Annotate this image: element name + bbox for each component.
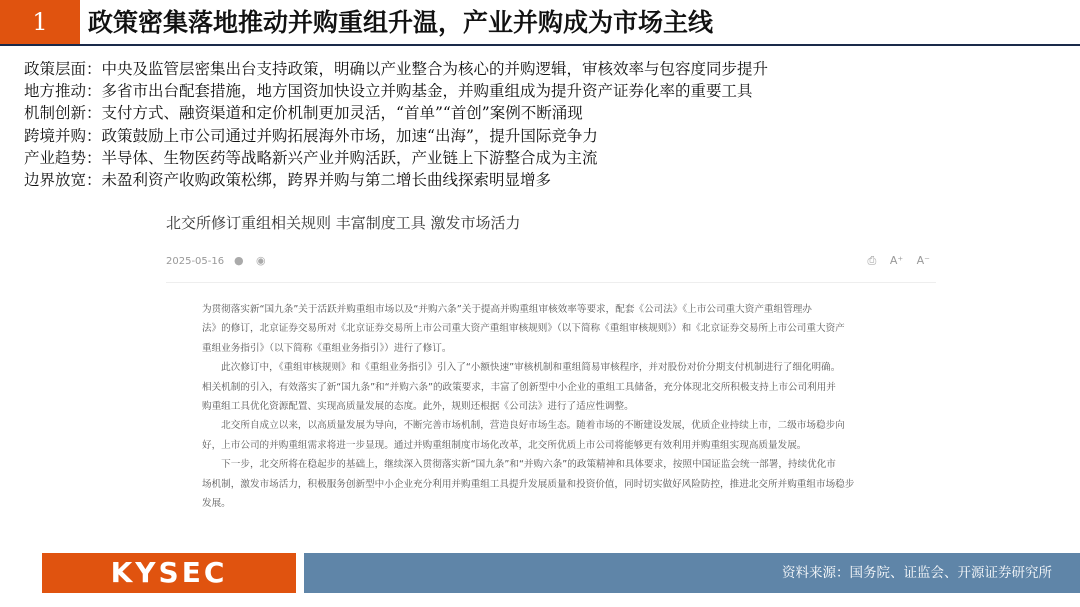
weibo-icon[interactable]: ◉ bbox=[256, 254, 266, 267]
bullet-label: 跨境并购： bbox=[24, 126, 102, 145]
bullet-text: 多省市出台配套措施，地方国资加快设立并购基金，并购重组成为提升资产证券化率的重要工具 bbox=[101, 82, 753, 101]
comment-icon[interactable]: ● bbox=[234, 254, 244, 267]
article-tools bbox=[858, 254, 931, 268]
bullet-text: 半导体、生物医药等战略新兴产业并购活跃，产业链上下游整合成为主流 bbox=[101, 148, 598, 167]
bullet-label: 机制创新： bbox=[24, 104, 102, 123]
font-increase-icon[interactable]: A⁺ bbox=[889, 254, 904, 267]
article-line: 场机制，激发市场活力，积极服务创新型中小企业充分利用并购重组工具提升发展质量和投资价值，同时切实做好风险防控，推进北交所并购重组市场稳步 bbox=[202, 478, 855, 490]
article-body bbox=[202, 300, 920, 513]
article-line: 发展。 bbox=[202, 497, 231, 509]
font-decrease-icon[interactable]: A⁻ bbox=[916, 254, 930, 267]
page-title: 政策密集落地推动并购重组升温，产业并购成为市场主线 bbox=[88, 8, 714, 37]
bullet-item bbox=[24, 169, 1064, 191]
source-note: 资料来源：国务院、证监会、开源证券研究所 bbox=[782, 565, 1052, 581]
bullet-item bbox=[24, 80, 1064, 102]
article-line: 重组业务指引》（以下简称《重组业务指引》）进行了修订。 bbox=[202, 342, 452, 354]
bullet-label: 边界放宽： bbox=[24, 170, 102, 189]
bullet-item bbox=[24, 125, 1064, 147]
article-line: 法》的修订，北京证券交易所对《北京证券交易所上市公司重大资产重组审核规则》（以下简称《重组审核规则》）和《北京证券交易所上市公司重大资产 bbox=[202, 323, 845, 335]
article-screenshot bbox=[148, 196, 948, 542]
article-title: 北交所修订重组相关规则 丰富制度工具 激发市场活力 bbox=[166, 214, 521, 232]
bullet-label: 产业趋势： bbox=[24, 148, 102, 167]
section-number: 1 bbox=[0, 0, 80, 44]
bullet-item bbox=[24, 147, 1064, 169]
article-date: 2025-05-16 bbox=[166, 256, 225, 267]
title-divider bbox=[0, 44, 1080, 46]
article-line: 相关机制的引入，有效落实了新“国九条”和“并购六条”的政策要求，丰富了创新型中小企业的重组工具储备，充分体现北交所积极支持上市公司利用并 bbox=[202, 381, 836, 393]
print-icon[interactable]: ⎙ bbox=[867, 254, 877, 267]
bullet-text: 政策鼓励上市公司通过并购拓展海外市场，加速“出海”，提升国际竞争力 bbox=[101, 126, 598, 145]
article-line: 此次修订中，《重组审核规则》和《重组业务指引》引入了“小额快速”审核机制和重组简易审核程序，并对股份对价分期支付机制进行了细化明确。 bbox=[202, 362, 841, 374]
article-line: 购重组工具优化资源配置、实现高质量发展的态度。此外，规则还根据《公司法》进行了适应性调整。 bbox=[202, 400, 634, 412]
article-line: 下一步，北交所将在稳起步的基础上，继续深入贯彻落实新“国九条”和“并购六条”的政策精神和具体要求，按照中国证监会统一部署，持续优化市 bbox=[202, 459, 836, 471]
article-line: 为贯彻落实新“国九条”关于活跃并购重组市场以及“并购六条”关于提高并购重组审核效率等要求，配套《公司法》《上市公司重大资产重组管理办 bbox=[202, 304, 812, 315]
title-bar bbox=[0, 0, 1080, 46]
bullet-label: 地方推动： bbox=[24, 82, 102, 101]
bullet-item bbox=[24, 58, 1064, 80]
article-divider bbox=[166, 282, 936, 283]
kysec-logo: KYSEC bbox=[110, 556, 228, 589]
article-line: 北交所自成立以来，以高质量发展为导向，不断完善市场机制，营造良好市场生态。随着市场的不断建设发展，优质企业持续上市，二级市场稳步向 bbox=[202, 420, 845, 432]
bullet-text: 中央及监管层密集出台支持政策，明确以产业整合为核心的并购逻辑，审核效率与包容度同步提升 bbox=[101, 60, 769, 78]
bullet-text: 未盈利资产收购政策松绑，跨界并购与第二增长曲线探索明显增多 bbox=[101, 170, 552, 189]
bullet-label: 政策层面： bbox=[24, 60, 102, 78]
bullet-text: 支付方式、融资渠道和定价机制更加灵活，“首单”“首创”案例不断涌现 bbox=[101, 104, 583, 123]
article-line: 好，上市公司的并购重组需求将进一步显现。通过并购重组制度市场化改革，北交所优质上市公司将能够更有效利用并购重组实现高质量发展。 bbox=[202, 439, 807, 451]
bullet-item bbox=[24, 102, 1064, 124]
bullet-list bbox=[24, 58, 1064, 191]
